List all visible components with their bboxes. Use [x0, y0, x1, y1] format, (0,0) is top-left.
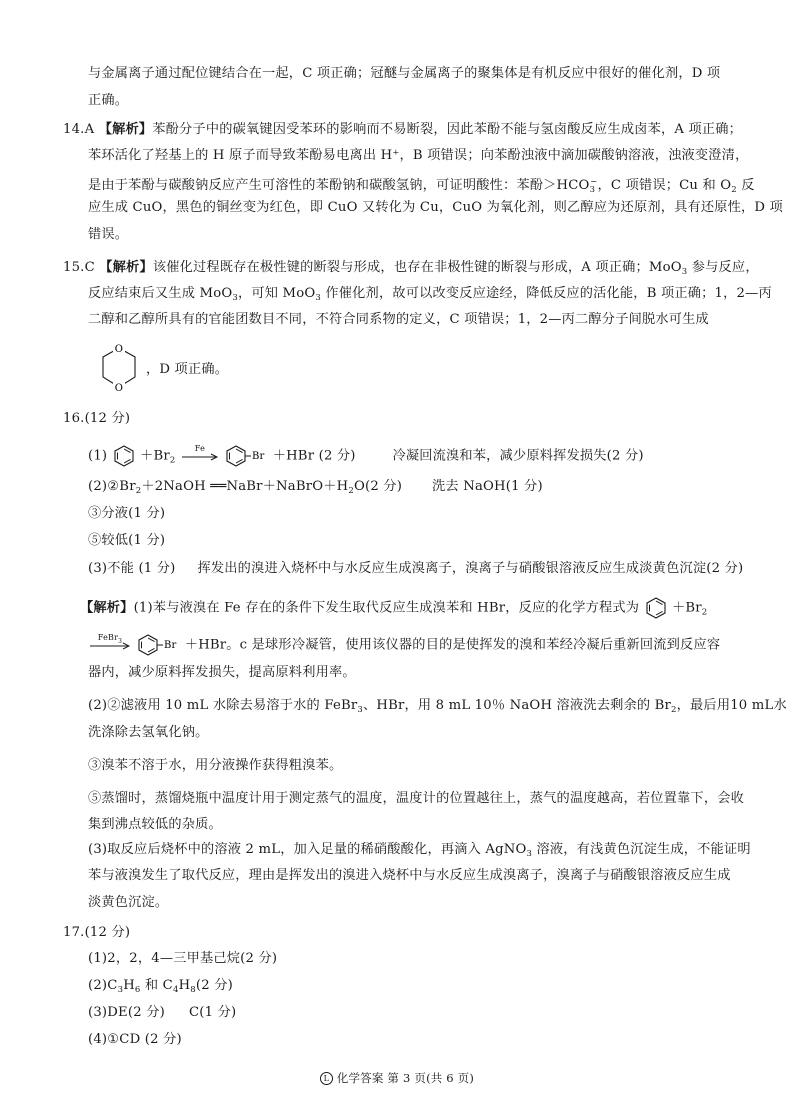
bromine-label: Br: [164, 640, 177, 651]
question-number: 15.C: [63, 260, 95, 275]
text-line: (3)不能 (1 分) 挥发出的溴进入烧杯中与水反应生成溴离子，溴离子与硝酸银溶液反应生成淡黄色沉淀(2 分): [88, 561, 744, 576]
text-line: 器内，减少原料挥发损失，提高原料利用率。: [88, 665, 356, 680]
arrow-icon: [180, 447, 220, 465]
oxygen-label: O: [114, 344, 124, 355]
reaction-equation: $(1) +Br_2$ Fe Br ＋HBr (2 分) 冷凝回流溴和苯，减少原料挥发损失(2 分): [88, 444, 644, 472]
text-line: 错误。: [88, 227, 129, 242]
text-line: (3)取反应后烧杯中的溶液 2 mL，加入足量的稀硝酸酸化，再滴入 AgNO$_3$ 溶液，有浅黄色沉淀生成，不能证明: [88, 842, 751, 859]
text-line: $(2)②Br_2+2NaOH$ $══NaBr+NaBrO+H_2O(2$ 分) 洗去 NaOH(1 分): [88, 479, 543, 496]
arrow-icon: [88, 636, 132, 654]
question-number: 14.A: [63, 122, 95, 137]
text-line: 反应结束后又生成 MoO$_3$，可知 MoO$_3$ 作催化剂，故可以改变反应途经，降低反应的活化能，B 项正确；1，2—丙: [88, 286, 772, 303]
reaction-arrow: Fe: [180, 447, 220, 465]
text-line: 苯环活化了羟基上的 H 原子而导致苯酚易电离出 H⁺，B 项错误；向苯酚浊液中滴加碳酸钠溶液，浊液变澄清，: [88, 148, 749, 163]
benzene-ring-icon: [644, 596, 668, 620]
text-line: FeBr$_3$ Br ＋HBr。c 是球形冷凝管，使用该仪器的目的是使挥发的溴和苯经冷凝后重新回流到反应容: [88, 633, 720, 657]
benzene-ring-icon: [112, 444, 136, 468]
text-line: (1)2，2，4—三甲基己烷(2 分): [88, 951, 278, 966]
text-line: 苯与液溴发生了取代反应，理由是挥发出的溴进入烧杯中与水反应生成溴离子，溴离子与硝酸银溶液反应生成: [88, 868, 731, 883]
text-line: 正确。: [88, 93, 129, 108]
analysis-tag: 【解析】: [98, 122, 153, 137]
dioxane-structure-diagram: [95, 338, 143, 400]
analysis-tag: 【解析】: [80, 600, 134, 616]
text-line: ⑤蒸馏时，蒸馏烧瓶中温度计用于测定蒸气的温度，温度计的位置越往上，蒸气的温度越高，若位置靠下，会收: [88, 791, 744, 806]
text-line: (2)②滤液用 10 mL 水除去易溶于水的 FeBr$_3$、HBr，用 8 mL 10％ NaOH 溶液洗去剩余的 $Br_2$，最后用10 mL水: [88, 698, 787, 715]
text-line: (4)①CD (2 分): [88, 1032, 182, 1047]
text-line: $(2)C_3H_6$ 和 $C_4H_8(2$ 分): [88, 978, 233, 995]
question-17-heading: 17.(12 分): [63, 925, 131, 940]
bromine-label: Br: [252, 451, 265, 462]
bromobenzene-icon: [224, 444, 268, 468]
question-15-line: 15.C 【解析】该催化过程既存在极性键的断裂与形成，也存在非极性键的断裂与形成，A 项正确；MoO$_3$ 参与反应，: [63, 260, 759, 277]
analysis-tag: 【解析】: [99, 260, 153, 275]
text-line: ⑤较低(1 分): [88, 533, 166, 548]
text-line: (3)DE(2 分) C(1 分): [88, 1005, 237, 1020]
text-line: 与金属离子通过配位键结合在一起，C 项正确；冠醚与金属离子的聚集体是有机反应中很好的催化剂，D 项: [88, 66, 721, 81]
question-14-line: 14.A 【解析】苯酚分子中的碳氧键因受苯环的影响而不易断裂，因此苯酚不能与氢卤酸反应生成卤苯，A 项正确；: [63, 122, 743, 137]
page-footer: [0, 1070, 794, 1086]
text-line: ③溴苯不溶于水，用分液操作获得粗溴苯。: [88, 758, 343, 773]
series-mark: L: [320, 1072, 333, 1085]
text-line: 洗涤除去氢氧化钠。: [88, 725, 209, 740]
question-16-heading: 16.(12 分): [63, 411, 131, 426]
bromobenzene-icon: [136, 633, 180, 657]
text-line: ，D 项正确。: [146, 362, 229, 377]
reaction-arrow: FeBr$_3$: [88, 636, 132, 654]
text-line: ③分液(1 分): [88, 506, 166, 521]
text-line: 集到沸点较低的杂质。: [88, 817, 222, 832]
text-line: 是由于苯酚与碳酸钠反应产生可溶性的苯酚钠和碳酸氢钠，可证明酸性：苯酚$>HCO_3^-$，C 项错误；Cu 和 $O_2$ 反: [88, 177, 755, 195]
text-line: 二醇和乙醇所具有的官能团数目不同，不符合同系物的定义，C 项错误；1，2—丙二醇分子间脱水可生成: [88, 312, 709, 327]
text-line: 【解析】(1)苯与液溴在 Fe 存在的条件下发生取代反应生成溴苯和 HBr，反应的化学方程式为 $+Br_2$: [80, 596, 707, 624]
page-number-label: 化学答案 第 3 页(共 6 页): [336, 1071, 475, 1085]
oxygen-label: O: [114, 383, 124, 394]
text-line: 淡黄色沉淀。: [88, 895, 169, 910]
text-line: 应生成 CuO，黑色的铜丝变为红色，即 CuO 又转化为 Cu，CuO 为氧化剂，则乙醇应为还原剂，具有还原性，D 项: [88, 200, 783, 215]
